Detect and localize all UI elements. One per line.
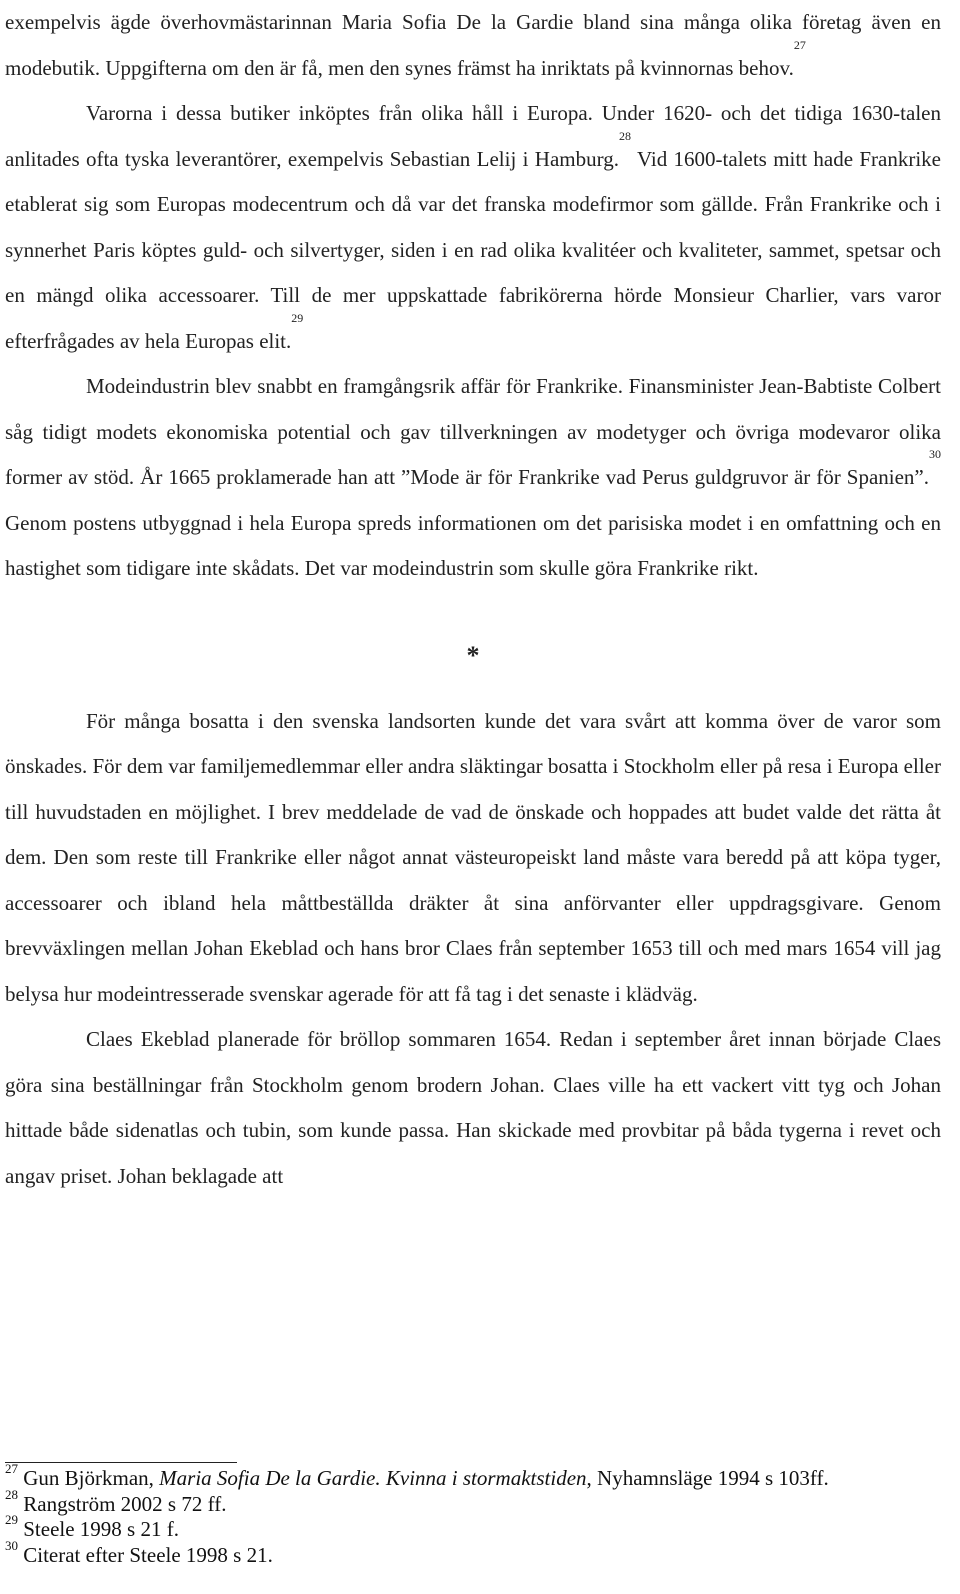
paragraph-1 — [5, 0, 941, 91]
footnote-author: Gun Björkman, — [23, 1466, 160, 1490]
footnote-number: 29 — [5, 1512, 18, 1527]
paragraph-2-text-a: Varorna i dessa butiker inköptes från olika håll i Europa. Under 1620- och det tidiga 1630-talen anlitades ofta tyska leverantörer, exempelvis Sebastian Lelij i Hamburg. — [5, 101, 941, 171]
footnotes-section — [5, 1461, 941, 1568]
footnote-text: Citerat efter Steele 1998 s 21. — [23, 1542, 273, 1567]
footnote-27 — [5, 1461, 941, 1492]
paragraph-3-text-a: Modeindustrin blev snabbt en framgångsrik affär för Frankrike. Finansminister Jean-Babtiste Colbert såg tidigt modets ekonomiska potential och gav tillverkningen av modetyger och övriga modevaror olika former av stöd. År 1665 proklamerade han att ”Mode är för Frankrike vad Perus guldgruvor är för Spanien”. — [5, 374, 941, 489]
paragraph-4: För många bosatta i den svenska landsorten kunde det vara svårt att komma över de varor som önskades. För dem var familjemedlemmar eller andra släktingar bosatta i Stockholm eller på resa i Europa eller till huvudstaden en möjlighet. I brev meddelade de vad de önskade och hoppades att budet valde det rätta åt dem. Den som reste till Frankrike eller något annat västeuropeiskt land måste vara beredd på att köpa tyger, accessoarer och ibland hela måttbeställda dräkter åt sina anförvanter eller uppdragsgivare. Genom brevväxlingen mellan Johan Ekeblad och hans bror Claes från september 1653 till och med mars 1654 vill jag belysa hur modeintresserade svenskar agerade för att få tag i det senaste i klädväg. — [5, 708, 941, 1006]
footnote-number: 28 — [5, 1486, 18, 1502]
paragraph-1-text: exempelvis ägde överhovmästarinnan Maria Sofia De la Gardie bland sina många olika företag även en modebutik. Uppgifterna om den är få, men den synes främst ha inriktats på kvinnornas behov. — [5, 10, 941, 80]
footnote-ref-28[interactable]: 28 — [619, 128, 631, 143]
paragraph-2-text-b: Vid 1600-talets mitt hade Frankrike etablerat sig som Europas modecentrum och då var det franska modefirmor som gällde. Från Frankrike och i synnerhet Paris köptes guld- och silvertyger, siden i en rad olika kvalitéer och kvaliteter, sammet, spetsar och en mängd olika accessoarer. Till de mer uppskattade fabrikörerna hörde Monsieur Charlier, vars varor efterfrågades av hela Europas elit. — [5, 146, 942, 353]
paragraph-5: Claes Ekeblad planerade för bröllop sommaren 1654. Redan i september året innan började Claes göra sina beställningar från Stockholm genom brodern Johan. Claes ville ha ett vackert vitt tyg och Johan hittade både sidenatlas och tubin, som kunde passa. Han skickade med provbitar på båda tygerna i revet och angav priset. Johan beklagade att — [5, 1027, 941, 1188]
paragraph-3-text-b: Genom postens utbyggnad i hela Europa spreds informationen om det parisiska modet i en omfattning och en hastighet som tidigare inte skådats. Det var modeindustrin som skulle göra Frankrike rikt. — [5, 510, 941, 580]
footnote-text: Steele 1998 s 21 f. — [23, 1517, 179, 1541]
body-text — [5, 0, 941, 1199]
document-page — [5, 0, 941, 1199]
footnote-ref-27[interactable]: 27 — [793, 37, 806, 52]
section-separator: * — [466, 640, 480, 670]
footnote-divider — [5, 1462, 237, 1463]
paragraph-2 — [5, 91, 941, 364]
footnote-ref-30[interactable]: 30 — [929, 447, 941, 461]
paragraph-3 — [5, 364, 941, 592]
footnote-title: Maria Sofia De la Gardie. Kvinna i stormaktstiden — [159, 1466, 587, 1490]
footnote-rest: , Nyhamnsläge 1994 s 103ff. — [586, 1466, 829, 1490]
footnote-ref-29[interactable]: 29 — [291, 310, 304, 325]
footnote-28 — [5, 1486, 941, 1518]
footnote-text: Rangström 2002 s 72 ff. — [23, 1491, 227, 1516]
footnote-number: 30 — [5, 1537, 18, 1553]
footnote-number: 27 — [5, 1461, 18, 1476]
footnote-29 — [5, 1512, 941, 1543]
footnote-30 — [5, 1537, 941, 1569]
